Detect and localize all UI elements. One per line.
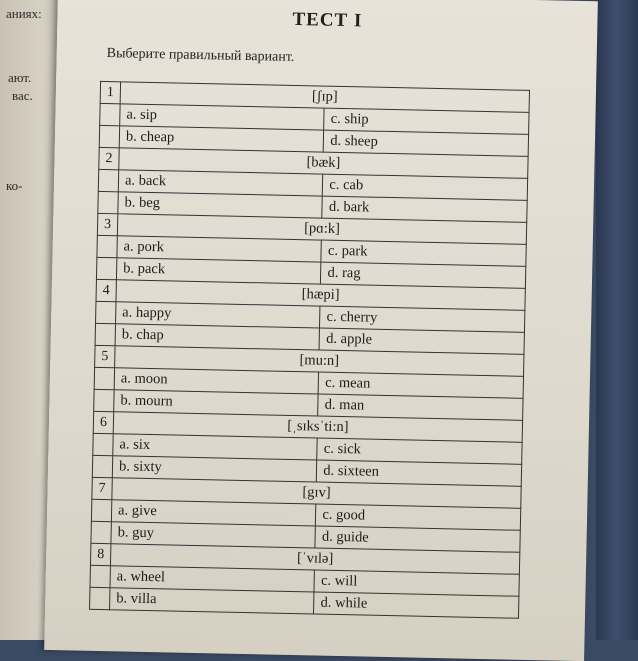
option-d[interactable]: d. apple	[319, 328, 524, 354]
phonetic-transcription: [hæpi]	[116, 280, 525, 311]
option-a[interactable]: a. back	[118, 170, 323, 196]
question-number-cell	[96, 301, 116, 323]
question-number-cell	[98, 169, 118, 191]
option-b[interactable]: b. cheap	[119, 126, 324, 152]
question-number-cell	[99, 125, 119, 147]
option-b[interactable]: b. pack	[116, 258, 321, 284]
option-c[interactable]: c. ship	[324, 108, 529, 134]
phonetic-transcription: [bæk]	[119, 148, 528, 179]
option-a[interactable]: a. six	[113, 434, 318, 460]
option-d[interactable]: d. man	[318, 394, 523, 420]
question-number-cell	[91, 521, 111, 543]
option-b[interactable]: b. beg	[118, 192, 323, 218]
instruction-text: Выберите правильный вариант.	[106, 46, 295, 65]
option-b[interactable]: b. sixty	[112, 456, 317, 482]
option-d[interactable]: d. sheep	[324, 130, 529, 156]
left-page-fragment: ко-	[6, 178, 23, 193]
phonetic-transcription: [gɪv]	[112, 478, 521, 509]
left-page-fragment: аниях:	[6, 6, 42, 21]
option-d[interactable]: d. bark	[322, 196, 527, 222]
option-b[interactable]: b. villa	[110, 588, 315, 614]
option-b[interactable]: b. guy	[111, 522, 316, 548]
question-number: 6	[93, 411, 113, 433]
phonetic-transcription: [ˌsɪksˈti:n]	[113, 412, 522, 443]
option-c[interactable]: c. cherry	[320, 306, 525, 332]
question-number: 1	[100, 81, 120, 103]
option-a[interactable]: a. happy	[116, 302, 321, 328]
question-number: 5	[95, 345, 115, 367]
option-a[interactable]: a. wheel	[110, 566, 315, 592]
left-page-fragment: ают.	[8, 70, 32, 85]
option-d[interactable]: d. while	[314, 592, 519, 618]
option-a[interactable]: a. give	[111, 500, 316, 526]
question-number-cell	[94, 367, 114, 389]
test-table	[89, 81, 530, 619]
question-number-cell	[100, 103, 120, 125]
question-number-cell	[95, 323, 115, 345]
question-number-cell	[96, 257, 116, 279]
question-number-cell	[98, 191, 118, 213]
option-b[interactable]: b. mourn	[114, 390, 319, 416]
phonetic-transcription: [pɑ:k]	[117, 214, 526, 245]
option-a[interactable]: a. moon	[114, 368, 319, 394]
option-d[interactable]: d. sixteen	[317, 460, 522, 486]
question-number: 7	[92, 477, 112, 499]
option-d[interactable]: d. guide	[315, 526, 520, 552]
option-c[interactable]: c. sick	[317, 438, 522, 464]
question-number: 3	[97, 213, 117, 235]
option-b[interactable]: b. chap	[115, 324, 320, 350]
option-a[interactable]: a. sip	[120, 104, 325, 130]
phonetic-transcription: [ˈvɪlə]	[110, 544, 519, 575]
book-page	[44, 0, 598, 661]
page-title: ТЕСТ I	[292, 8, 363, 32]
option-c[interactable]: c. mean	[318, 372, 523, 398]
question-number-cell	[93, 433, 113, 455]
option-c[interactable]: c. good	[316, 504, 521, 530]
question-number-cell	[91, 499, 111, 521]
question-number-cell	[90, 565, 110, 587]
question-number-cell	[92, 455, 112, 477]
option-c[interactable]: c. park	[321, 240, 526, 266]
question-number-cell	[94, 389, 114, 411]
option-c[interactable]: c. will	[314, 570, 519, 596]
phonetic-transcription: [ʃɪp]	[120, 82, 529, 113]
left-page-fragment: вас.	[12, 88, 33, 103]
question-number-cell	[90, 587, 110, 609]
phonetic-transcription: [mu:n]	[115, 346, 524, 377]
option-a[interactable]: a. pork	[117, 236, 322, 262]
option-d[interactable]: d. rag	[321, 262, 526, 288]
question-number: 8	[90, 543, 110, 565]
question-number-cell	[97, 235, 117, 257]
book-cover-edge	[596, 0, 638, 640]
question-number: 2	[99, 147, 119, 169]
option-c[interactable]: c. cab	[323, 174, 528, 200]
question-number: 4	[96, 279, 116, 301]
